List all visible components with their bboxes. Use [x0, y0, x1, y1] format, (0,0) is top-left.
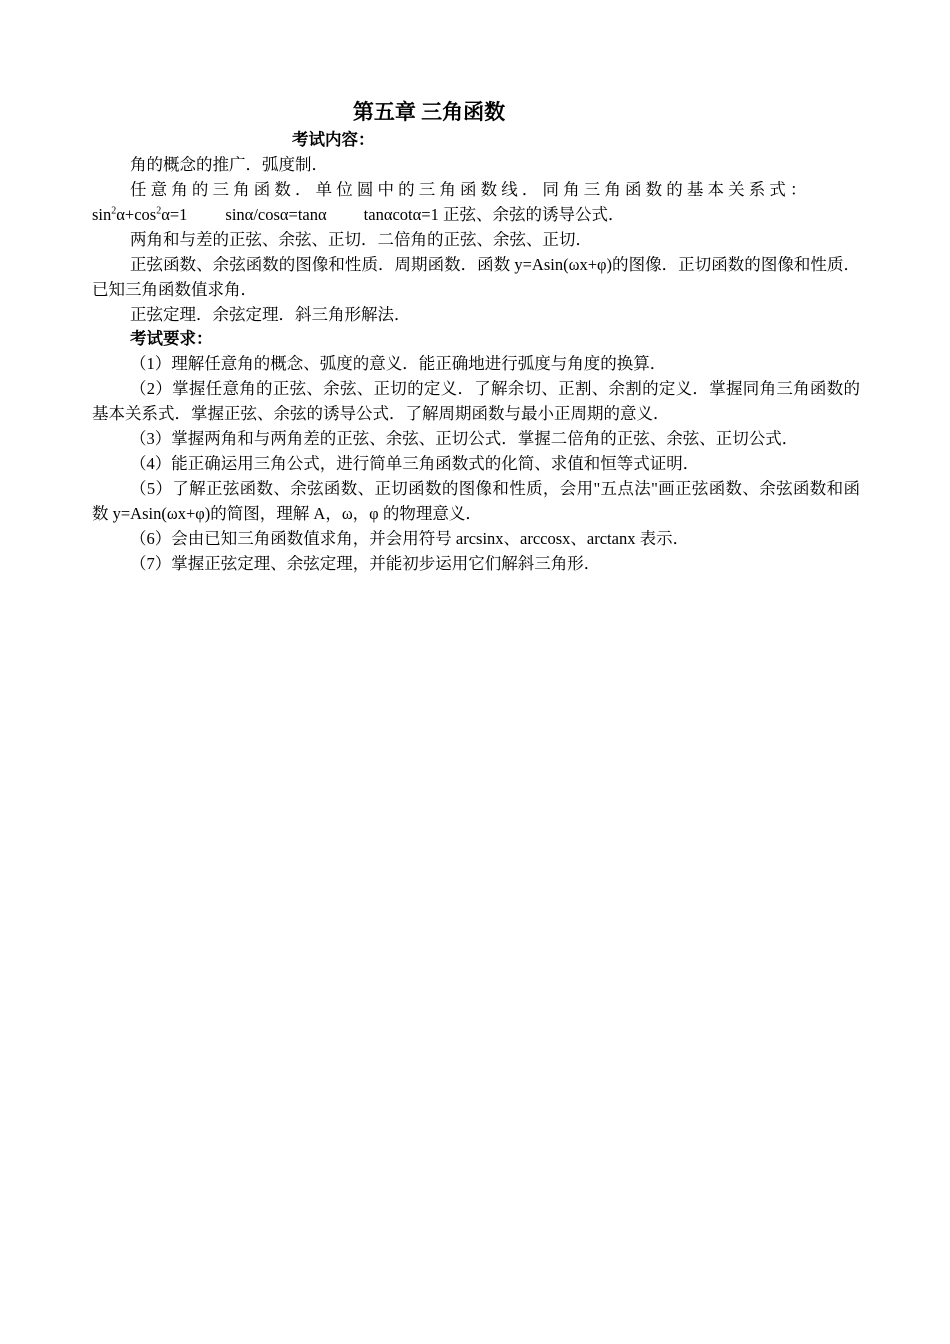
- requirement-item-5: （5）了解正弦函数、余弦函数、正切函数的图像和性质，会用"五点法"画正弦函数、余弦函数和函数 y=Asin(ωx+φ)的简图，理解 A，ω，φ 的物理意义．: [92, 479, 860, 523]
- requirement-item-1: （1）理解任意角的概念、弧度的意义．能正确地进行弧度与角度的换算．: [130, 354, 667, 373]
- content-paragraph-1: 角的概念的推广．弧度制．: [130, 155, 328, 174]
- exam-requirements-heading: 考试要求：: [130, 329, 213, 348]
- requirement-item-4: （4）能正确运用三角公式，进行简单三角函数式的化简、求值和恒等式证明．: [130, 454, 700, 473]
- requirement-item-6: （6）会由已知三角函数值求角，并会用符号 arcsinx、arccosx、arctanx 表示．: [130, 529, 690, 548]
- document-page: [92, 96, 860, 576]
- formula-pythagorean-pre: sin: [92, 205, 112, 224]
- formula-pythagorean-mid: α+cos: [116, 205, 157, 224]
- content-paragraph-2-tail: 正弦、余弦的诱导公式．: [438, 205, 625, 224]
- exam-content-heading: 考试内容：: [292, 130, 375, 149]
- content-paragraph-5: 正弦定理．余弦定理．斜三角形解法．: [130, 305, 411, 324]
- requirement-item-2: （2）掌握任意角的正弦、余弦、正切的定义．了解余切、正割、余割的定义．掌握同角三角函数的基本关系式．掌握正弦、余弦的诱导公式．了解周期函数与最小正周期的意义．: [92, 379, 860, 423]
- formula-reciprocal: tanαcotα=1: [363, 205, 439, 224]
- formula-quotient: sinα/cosα=tanα: [225, 205, 327, 224]
- chapter-title: 第五章 三角函数: [352, 100, 506, 124]
- formula-line: [54, 202, 624, 227]
- content-paragraph-2: [92, 177, 860, 227]
- content-paragraph-4: 正弦函数、余弦函数的图像和性质．周期函数．函数 y=Asin(ωx+φ)的图像．正切函数的图像和性质．已知三角函数值求角．: [92, 255, 860, 299]
- content-paragraph-2-text: 任 意 角 的 三 角 函 数 ． 单 位 圆 中 的 三 角 函 数 线 ． 同 角 三 角 函 数 的 基 本 关 系 式 ：: [130, 180, 807, 199]
- formula-sup-2: 2: [156, 205, 162, 217]
- requirement-item-3: （3）掌握两角和与两角差的正弦、余弦、正切公式．掌握二倍角的正弦、余弦、正切公式．: [130, 429, 799, 448]
- formula-pythagorean-post: α=1: [161, 205, 188, 224]
- formula-sup-1: 2: [111, 205, 117, 217]
- requirement-item-7: （7）掌握正弦定理、余弦定理，并能初步运用它们解斜三角形．: [130, 554, 601, 573]
- content-paragraph-3: 两角和与差的正弦、余弦、正切．二倍角的正弦、余弦、正切．: [130, 230, 592, 249]
